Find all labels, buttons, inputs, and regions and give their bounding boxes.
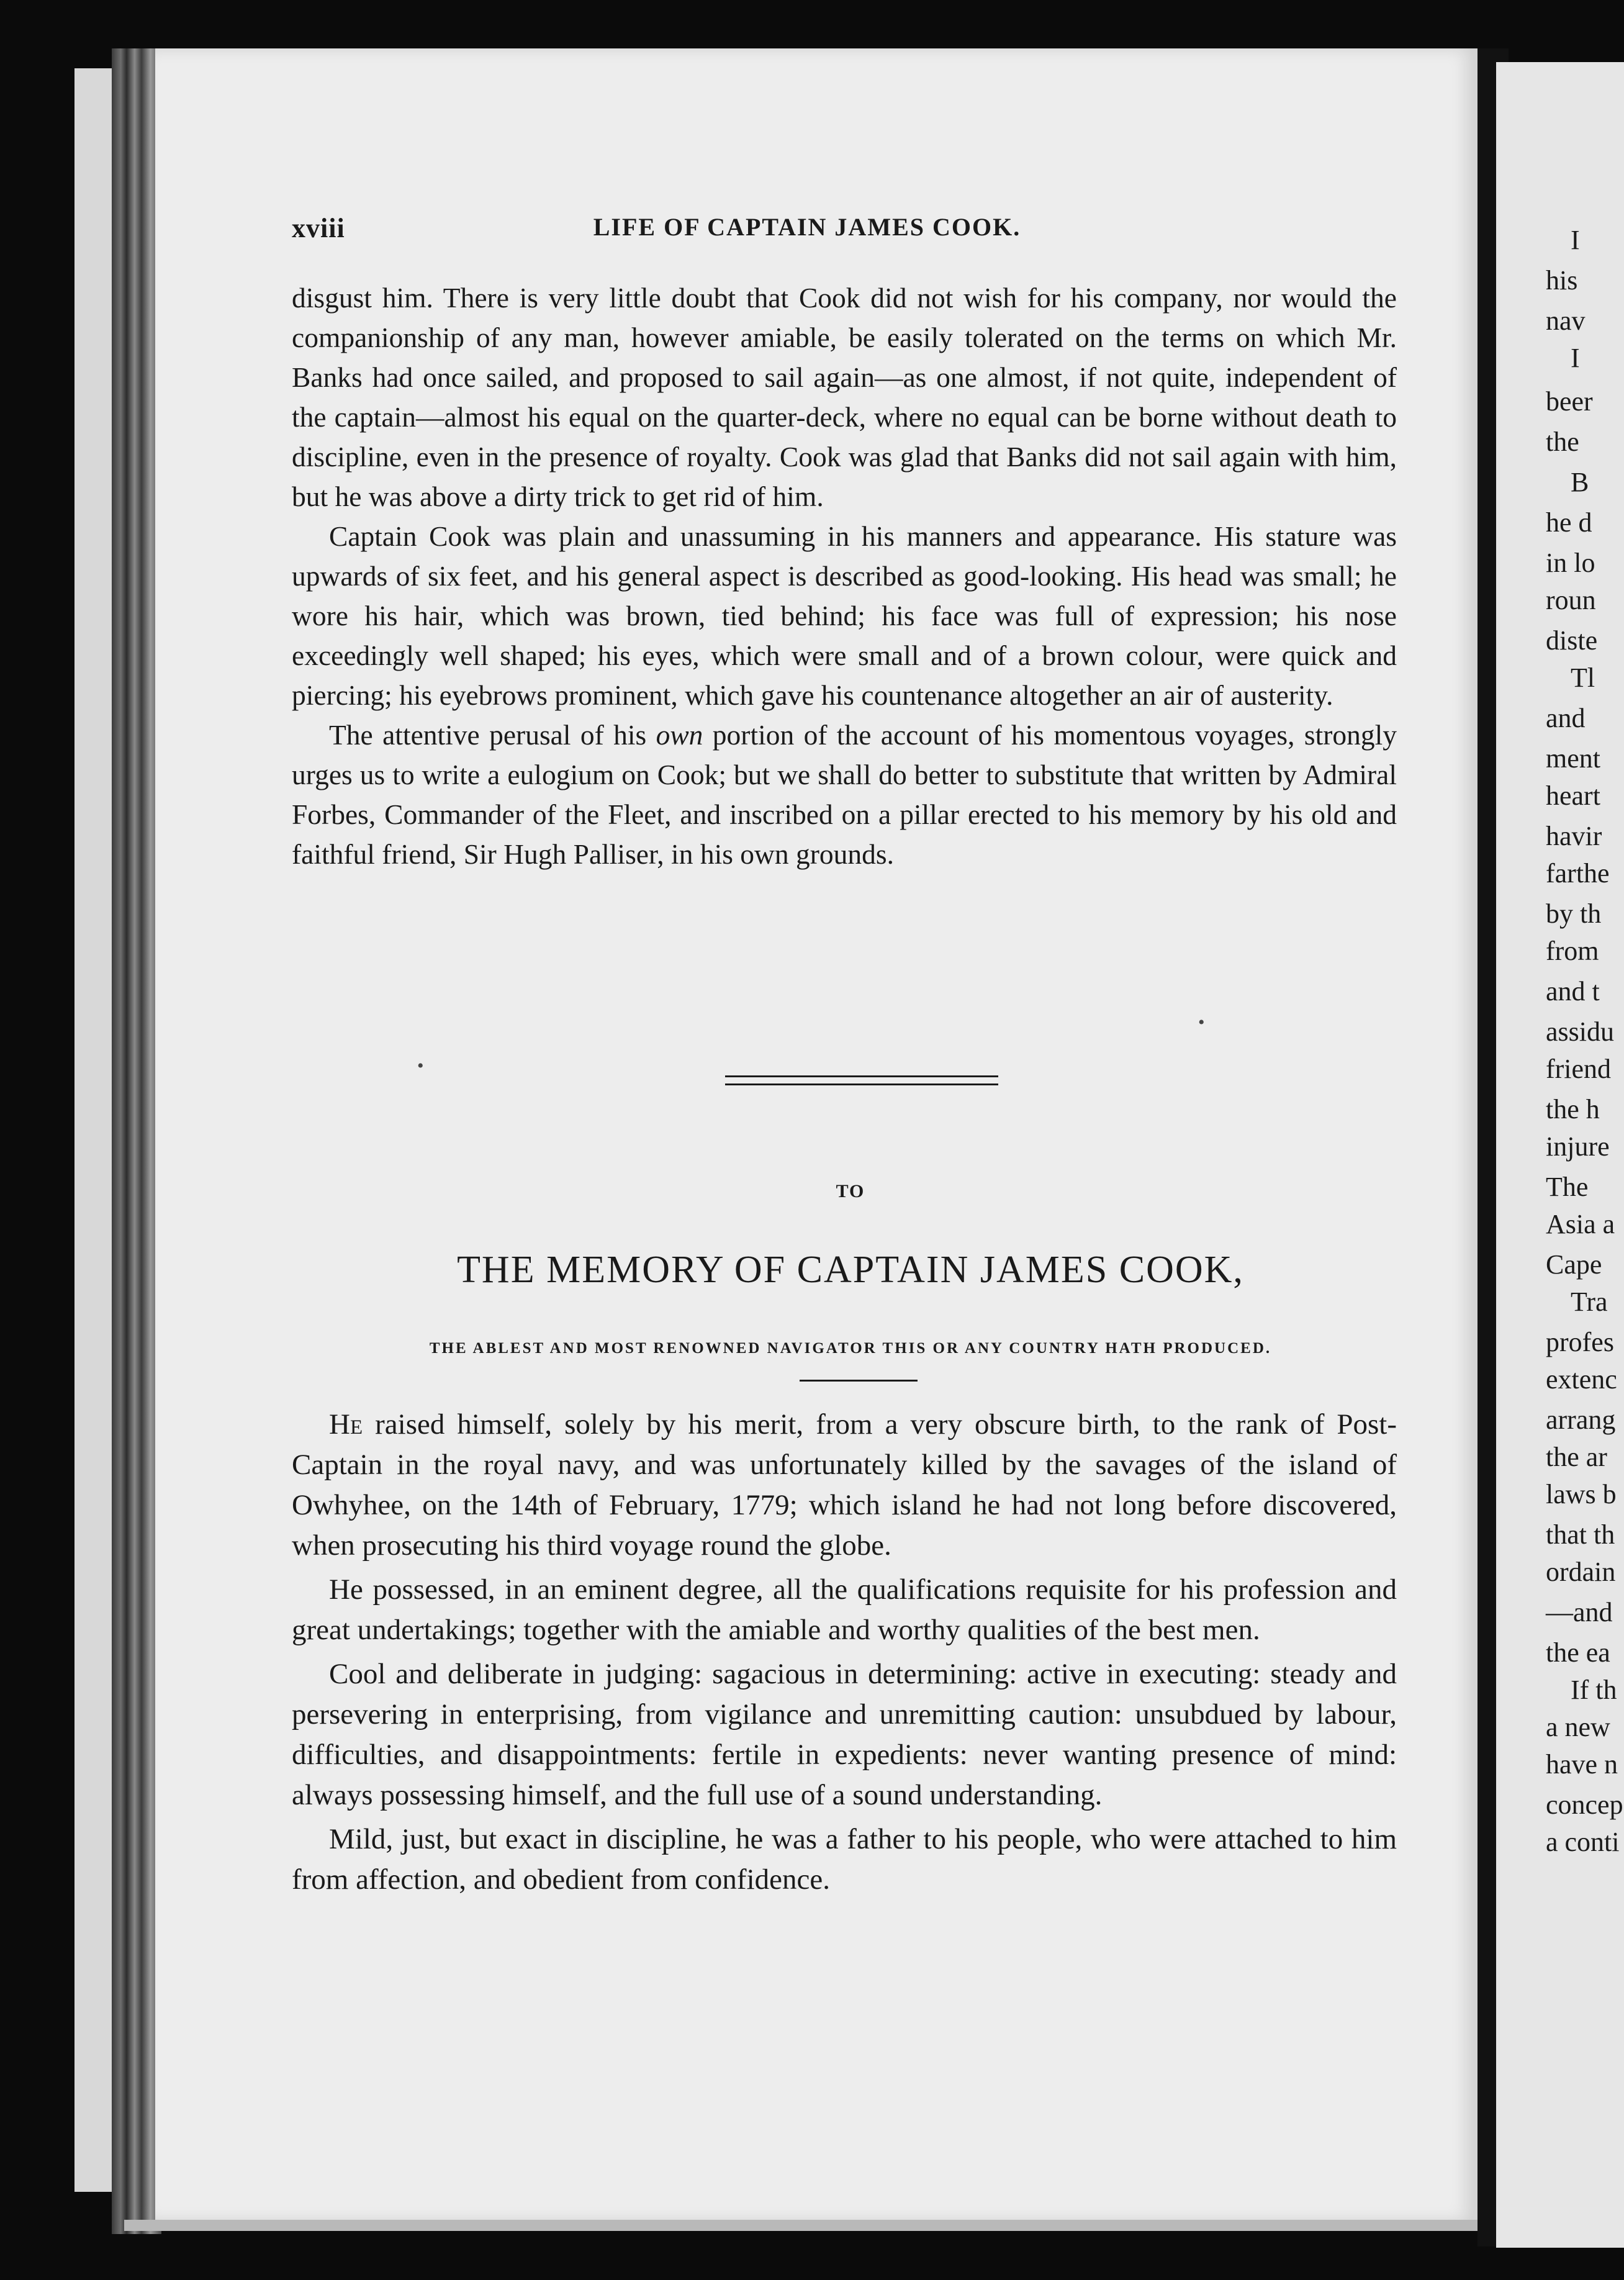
narrative-text (292, 278, 1397, 874)
adjacent-page-line: B (1571, 467, 1589, 497)
adjacent-page-line: If th (1571, 1675, 1617, 1705)
adjacent-page-line: Asia a (1546, 1209, 1615, 1239)
adjacent-page-line: ment (1546, 743, 1600, 774)
short-divider (800, 1380, 918, 1382)
section-divider (725, 1075, 998, 1085)
paragraph-text: raised himself, solely by his merit, from a very obscure birth, to the rank of Post-Captain in the royal navy, and was unfortunately killed by the savages of the island of Owhyhee, on the 14th of February, 1779; which island he had not long before discovered, when prosecuting his third voyage round the globe. (292, 1408, 1397, 1562)
adjacent-page-line: beer (1546, 386, 1593, 417)
adjacent-page-line: Tl (1571, 663, 1595, 693)
adjacent-page-line: in lo (1546, 548, 1595, 578)
adjacent-page-line: and (1546, 703, 1586, 733)
page-number: xviii (292, 213, 345, 243)
adjacent-page-line: nav (1546, 305, 1586, 336)
adjacent-page-line: the (1546, 427, 1579, 457)
adjacent-page-line: I (1571, 343, 1580, 373)
paragraph: Cool and deliberate in judging: sagacious in determining: active in executing: steady and persevering in enterprising, from vigilance and unremitting caution: unsubdued by labour, difficulties, and disappointments: fertile in expedients: never wanting presence of mind: always possessing himself, and the full use of a sound understanding. (292, 1658, 1397, 1811)
memorial-title: THE MEMORY OF CAPTAIN JAMES COOK, (457, 1249, 1244, 1291)
adjacent-page-line: the h (1546, 1094, 1600, 1124)
paragraph: Mild, just, but exact in discipline, he was a father to his people, who were attached to him from affection, and obedient from confidence. (292, 1823, 1397, 1896)
paragraph-text: The attentive perusal of his (329, 719, 656, 751)
adjacent-page-line: Tra (1571, 1287, 1608, 1317)
adjacent-page-line: arrang (1546, 1405, 1616, 1435)
adjacent-page-line: that th (1546, 1519, 1615, 1550)
adjacent-page-line: he d (1546, 507, 1592, 538)
adjacent-page-line: a conti (1546, 1827, 1620, 1857)
adjacent-page-line: roun (1546, 585, 1596, 615)
drop-word: He (329, 1408, 363, 1441)
page-header (211, 212, 1403, 250)
italic-word: own (656, 719, 703, 751)
paragraph (292, 1405, 1397, 1566)
adjacent-page-line: concep (1546, 1789, 1623, 1820)
adjacent-page-line: heart (1546, 780, 1600, 811)
adjacent-page-line: by th (1546, 898, 1602, 929)
adjacent-page-line: laws b (1546, 1479, 1617, 1509)
stray-ink-mark: • (417, 1056, 424, 1076)
adjacent-page-line: ordain (1546, 1557, 1616, 1587)
adjacent-page-line: from (1546, 936, 1599, 966)
adjacent-page-line: a new (1546, 1712, 1610, 1742)
adjacent-page-line: Cape (1546, 1249, 1602, 1280)
adjacent-page-line: the ar (1546, 1442, 1607, 1472)
adjacent-page (1496, 62, 1624, 2248)
paragraph: Captain Cook was plain and unassuming in his manners and appearance. His stature was upwards of six feet, and his general aspect is described as good-looking. His head was small; he wore his hair, which was brown, tied behind; his face was full of expression; his nose exceedingly well shaped; his eyes, which were small and of a brown colour, were quick and piercing; his eyebrows prominent, which gave his countenance altogether an air of austerity. (292, 520, 1397, 711)
memorial-subtitle: THE ABLEST AND MOST RENOWNED NAVIGATOR THIS OR ANY COUNTRY HATH PRODUCED. (429, 1340, 1272, 1357)
page-bottom-edge (124, 2220, 1477, 2231)
stray-ink-mark: • (1198, 1012, 1205, 1033)
adjacent-page-line: profes (1546, 1327, 1614, 1357)
memorial-inscription (292, 1405, 1397, 1904)
adjacent-page-line: The (1546, 1172, 1589, 1202)
paragraph (292, 715, 1397, 874)
paragraph: He possessed, in an eminent degree, all the qualifications requisite for his profession and great undertakings; together with the amiable and worthy qualities of the best men. (292, 1573, 1397, 1646)
adjacent-page-line: his (1546, 265, 1578, 296)
dedication-to: TO (836, 1181, 865, 1201)
paragraph-text: portion of the account of his momentous voyages, strongly urges us to write a eulogium on Cook; but we shall do better to substitute that written by Admiral Forbes, Commander of the Fleet, and inscribed on a pillar erected to his memory by his old and faithful friend, Sir Hugh Palliser, in his own grounds. (292, 719, 1397, 870)
adjacent-page-line: diste (1546, 625, 1598, 656)
paragraph: disgust him. There is very little doubt that Cook did not wish for his company, nor would the companionship of any man, however amiable, be easily tolerated on the terms on which Mr. Banks had once sailed, and proposed to sail again—as one almost, if not quite, independent of the captain—almost his equal on the quarter-deck, where no equal can be borne without death to discipline, even in the presence of royalty. Cook was glad that Banks did not sail again with him, but he was above a dirty trick to get rid of him. (292, 282, 1397, 512)
book-gutter (112, 48, 161, 2234)
adjacent-page-line: farthe (1546, 858, 1610, 889)
adjacent-page-line: have n (1546, 1749, 1618, 1780)
adjacent-page-line: extenc (1546, 1364, 1617, 1395)
adjacent-page-line: injure (1546, 1131, 1610, 1162)
adjacent-page-line: havir (1546, 821, 1602, 851)
adjacent-page-line: assidu (1546, 1016, 1614, 1047)
adjacent-page-line: I (1571, 225, 1580, 255)
running-head: LIFE OF CAPTAIN JAMES COOK. (593, 213, 1021, 241)
adjacent-page-line: and t (1546, 976, 1600, 1007)
adjacent-page-line: friend (1546, 1054, 1612, 1084)
adjacent-page-line: the ea (1546, 1637, 1610, 1668)
adjacent-page-line: —and (1546, 1597, 1613, 1627)
